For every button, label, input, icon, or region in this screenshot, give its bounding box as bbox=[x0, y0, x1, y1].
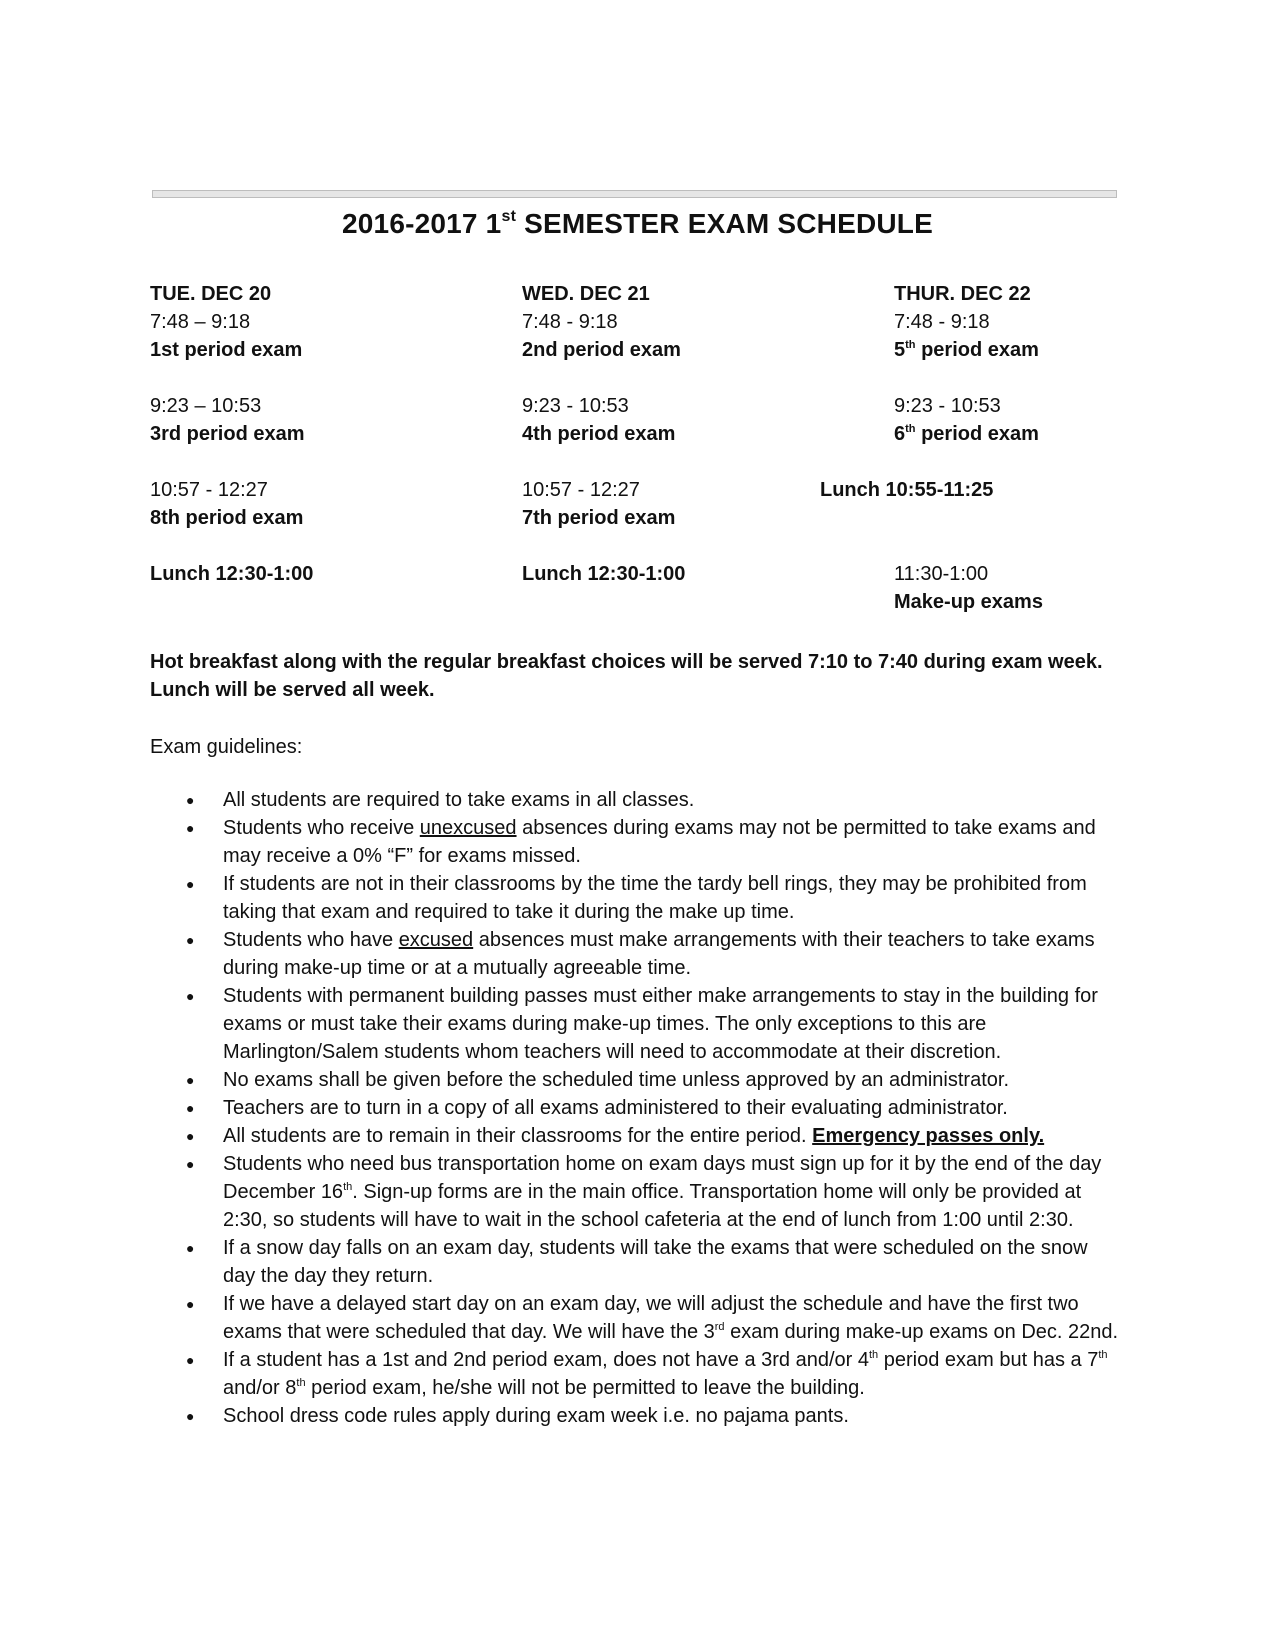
bullet-icon: ● bbox=[186, 1100, 195, 1116]
time-slot: 10:57 - 12:27 bbox=[522, 479, 640, 501]
exam-label: 5th period exam bbox=[894, 339, 1039, 361]
bullet-icon: ● bbox=[186, 820, 195, 836]
exam-label: 4th period exam bbox=[522, 423, 676, 445]
bullet-icon: ● bbox=[186, 932, 195, 948]
exam-label: 7th period exam bbox=[522, 507, 676, 529]
horizontal-rule bbox=[152, 190, 1117, 198]
day-heading: THUR. DEC 22 bbox=[894, 283, 1031, 305]
day-heading: TUE. DEC 20 bbox=[150, 283, 272, 305]
list-item: ● Students who have excused absences must make arrangements with their teachers to take exams during make-up time or at a mutually agreeable time. bbox=[150, 926, 1125, 982]
exam-label: 2nd period exam bbox=[522, 339, 681, 361]
time-slot: 7:48 - 9:18 bbox=[522, 311, 618, 333]
bullet-icon: ● bbox=[186, 1352, 195, 1368]
document-title: 2016-2017 1st SEMESTER EXAM SCHEDULE bbox=[342, 208, 933, 239]
list-item: ● If a student has a 1st and 2nd period exam, does not have a 3rd and/or 4th period exam but has a 7th and/or 8th period exam, he/she will not be permitted to leave the building. bbox=[150, 1346, 1125, 1402]
bullet-icon: ● bbox=[186, 792, 195, 808]
list-item: ● Students who receive unexcused absences during exams may not be permitted to take exams and may receive a 0% “F” for exams missed. bbox=[150, 814, 1125, 870]
list-item: ● School dress code rules apply during exam week i.e. no pajama pants. bbox=[150, 1402, 1125, 1430]
day-heading: WED. DEC 21 bbox=[522, 283, 650, 305]
time-slot: 9:23 – 10:53 bbox=[150, 395, 262, 417]
time-slot: 7:48 - 9:18 bbox=[894, 311, 990, 333]
exam-label: 6th period exam bbox=[894, 423, 1039, 445]
lunch-label: Lunch 12:30-1:00 bbox=[522, 563, 686, 585]
bullet-icon: ● bbox=[186, 1296, 195, 1312]
time-slot: 7:48 – 9:18 bbox=[150, 311, 251, 333]
list-item: ● All students are required to take exams in all classes. bbox=[150, 786, 1125, 814]
bullet-icon: ● bbox=[186, 1128, 195, 1144]
bullet-icon: ● bbox=[186, 1072, 195, 1088]
guidelines-list bbox=[150, 786, 1125, 1430]
list-item: ● All students are to remain in their classrooms for the entire period. Emergency passes only. bbox=[150, 1122, 1125, 1150]
exam-label: 8th period exam bbox=[150, 507, 304, 529]
bullet-icon: ● bbox=[186, 876, 195, 892]
makeup-label: Make-up exams bbox=[894, 591, 1043, 613]
list-item: ● If students are not in their classrooms by the time the tardy bell rings, they may be prohibited from taking that exam and required to take it during the make up time. bbox=[150, 870, 1125, 926]
lunch-label: Lunch 10:55-11:25 bbox=[820, 479, 994, 501]
list-item: ● Students who need bus transportation home on exam days must sign up for it by the end of the day December 16th. Sign-up forms are in the main office. Transportation home will only be provided at 2:30, so students will have to wait in the school cafeteria at the end of lunch from 1:00 until 2:30. bbox=[150, 1150, 1125, 1234]
time-slot: 10:57 - 12:27 bbox=[150, 479, 268, 501]
bullet-icon: ● bbox=[186, 1408, 195, 1424]
breakfast-note: Hot breakfast along with the regular breakfast choices will be served 7:10 to 7:40 during exam week. Lunch will be served all week. bbox=[150, 651, 1103, 701]
exam-label: 1st period exam bbox=[150, 339, 303, 361]
list-item: ● If a snow day falls on an exam day, students will take the exams that were scheduled on the snow day the day they return. bbox=[150, 1234, 1125, 1290]
list-item: ● No exams shall be given before the scheduled time unless approved by an administrator. bbox=[150, 1066, 1125, 1094]
bullet-icon: ● bbox=[186, 1156, 195, 1172]
list-item: ● If we have a delayed start day on an exam day, we will adjust the schedule and have the first two exams that were scheduled that day. We will have the 3rd exam during make-up exams on Dec. 22nd. bbox=[150, 1290, 1125, 1346]
bullet-icon: ● bbox=[186, 988, 195, 1004]
time-slot: 9:23 - 10:53 bbox=[894, 395, 1001, 417]
exam-label: 3rd period exam bbox=[150, 423, 305, 445]
list-item: ● Teachers are to turn in a copy of all exams administered to their evaluating administrator. bbox=[150, 1094, 1125, 1122]
list-item: ● Students with permanent building passes must either make arrangements to stay in the building for exams or must take their exams during make-up times. The only exceptions to this are Marlington/Salem students whom teachers will need to accommodate at their discretion. bbox=[150, 982, 1125, 1066]
bullet-icon: ● bbox=[186, 1240, 195, 1256]
lunch-label: Lunch 12:30-1:00 bbox=[150, 563, 314, 585]
guidelines-label: Exam guidelines: bbox=[150, 736, 303, 758]
time-slot: 11:30-1:00 bbox=[894, 563, 989, 585]
time-slot: 9:23 - 10:53 bbox=[522, 395, 629, 417]
